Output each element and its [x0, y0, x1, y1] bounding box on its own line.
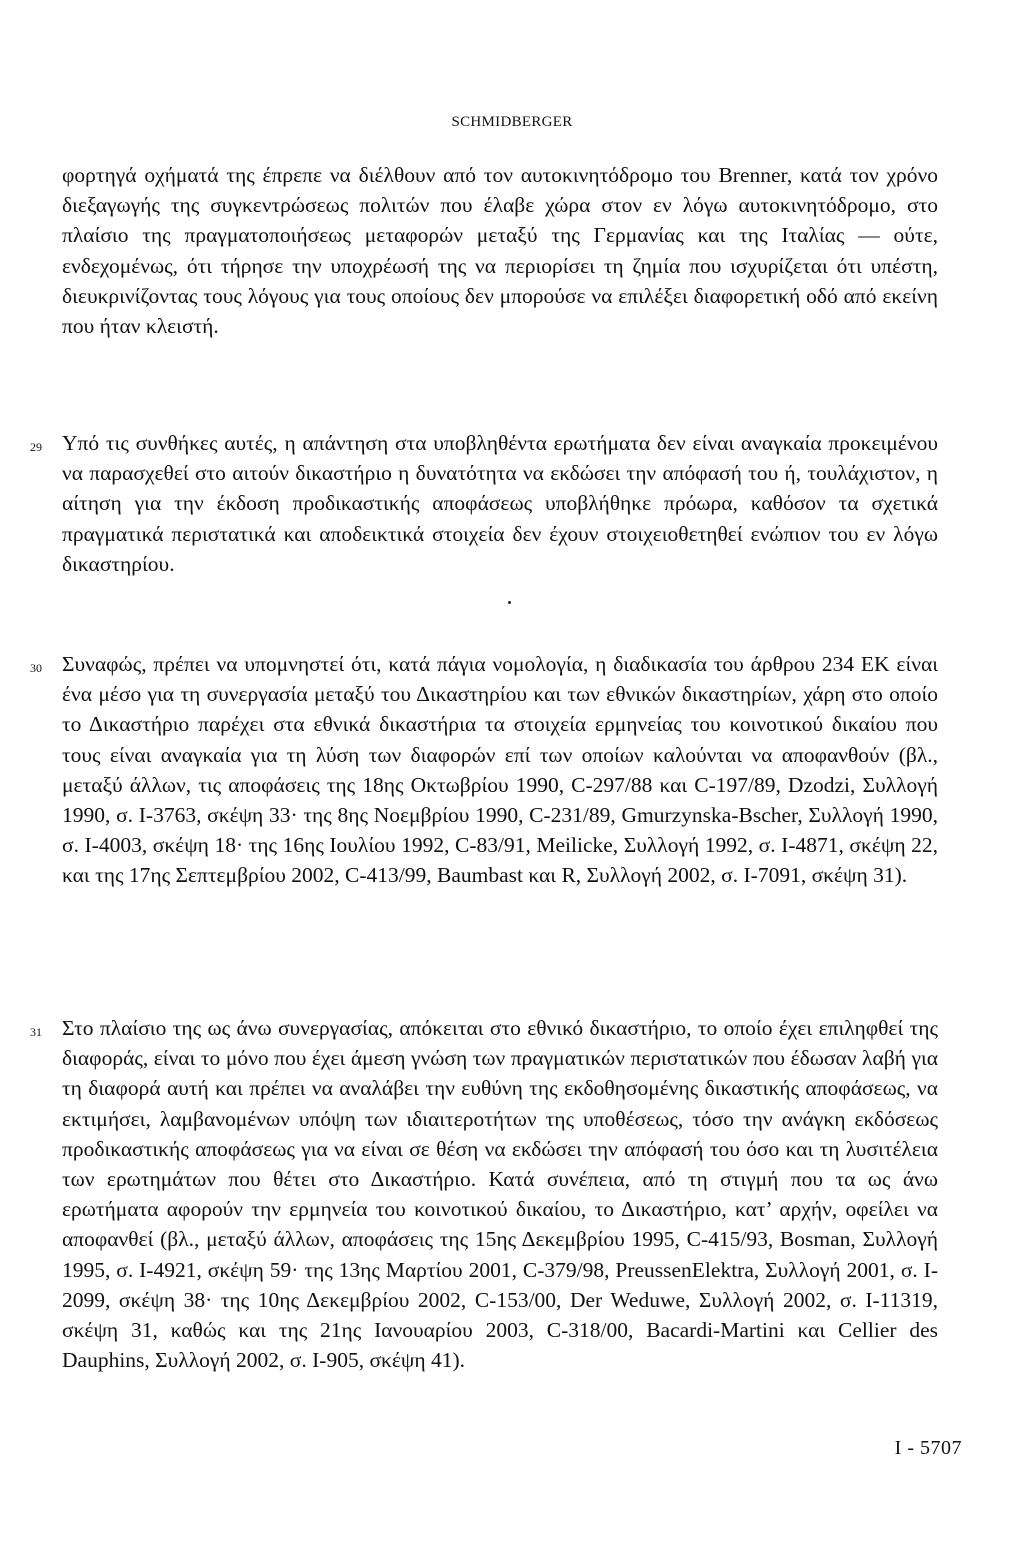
paragraph-30: Συναφώς, πρέπει να υπομνηστεί ότι, κατά πάγια νομολογία, η διαδικασία του άρθρου 234 ΕΚ είναι ένα μέσο για τη συνεργασία μεταξύ του Δικαστηρίου και των εθνικών δικαστηρίων, χάρη στο οποίο το Δικαστήριο παρέχει στα εθνικά δικαστήρια τα στοιχεία ερμηνείας του κοινοτικού δικαίου που τους είναι αναγκαία για τη λύση των διαφορών επί των οποίων καλούνται να αποφανθούν (βλ., μεταξύ άλλων, τις αποφάσεις της 18ης Οκτωβρίου 1990, C-297/88 και C-197/89, Dzodzi, Συλλογή 1990, σ. I-3763, σκέψη 33· της 8ης Νοεμβρίου 1990, C-231/89, Gmurzynska-Bscher, Συλλογή 1990, σ. I-4003, σκέψη 18· της 16ης Ιουλίου 1992, C-83/91, Meilicke, Συλλογή 1992, σ. I-4871, σκέψη 22, και της 17ης Σεπτεμβρίου 2002, C-413/99, Baumbast και R, Συλλογή 2002, σ. I-7091, σκέψη 31).	[62, 652, 938, 888]
paragraph-31: Στο πλαίσιο της ως άνω συνεργασίας, απόκειται στο εθνικό δικαστήριο, το οποίο έχει επιληφθεί της διαφοράς, είναι το μόνο που έχει άμεση γνώση των πραγματικών περιστατικών που έδωσαν λαβή για τη διαφορά αυτή και πρέπει να αναλάβει την ευθύνη της εκδοθησομένης δικαστικής αποφάσεως, να εκτιμήσει, λαμβανομένων υπόψη των ιδιαιτεροτήτων της υποθέσεως, τόσο την ανάγκη εκδόσεως προδικαστικής αποφάσεως για να είναι σε θέση να εκδώσει την απόφασή του όσο και τη λυσιτέλεια των ερωτημάτων που θέτει στο Δικαστήριο. Κατά συνέπεια, από τη στιγμή που τα ως άνω ερωτήματα αφορούν την ερμηνεία του κοινοτικού δικαίου, το Δικαστήριο, κατ’ αρχήν, οφείλει να αποφανθεί (βλ., μεταξύ άλλων, αποφάσεις της 15ης Δεκεμβρίου 1995, C-415/93, Bosman, Συλλογή 1995, σ. I-4921, σκέψη 59· της 13ης Μαρτίου 2001, C-379/98, PreussenElektra, Συλλογή 2001, σ. I-2099, σκέψη 38· της 10ης Δεκεμβρίου 2002, C-153/00, Der Weduwe, Συλλογή 2002, σ. I-11319, σκέψη 31, καθώς και της 21ης Ιανουαρίου 2003, C-318/00, Bacardi-Martini και Cellier des Dauphins, Συλλογή 2002, σ. I-905, σκέψη 41).	[62, 1016, 938, 1373]
stray-mark	[508, 601, 511, 604]
paragraph-number-31: 31	[30, 1025, 42, 1039]
paragraph-number-29: 29	[30, 440, 42, 454]
paragraph-continued: φορτηγά οχήματά της έπρεπε να διέλθουν από τον αυτοκινητόδρομο του Brenner, κατά τον χρόνο διεξαγωγής της συγκεντρώσεως πολιτών που έλαβε χώρα στον εν λόγω αυτοκινητόδρομο, στο πλαίσιο της πραγματοποιήσεως μεταφορών μεταξύ της Γερμανίας και της Ιταλίας — ούτε, ενδεχομένως, ότι τήρησε την υποχρέωσή της να περιορίσει τη ζημία που ισχυρίζεται ότι υπέστη, διευκρινίζοντας τους λόγους για τους οποίους δεν μπορούσε να επιλέξει διαφορετική οδό από εκείνη που ήταν κλειστή.	[62, 163, 938, 339]
running-title: SCHMIDBERGER	[451, 114, 573, 130]
page-number: I - 5707	[894, 1437, 962, 1459]
paragraph-29: Υπό τις συνθήκες αυτές, η απάντηση στα υποβληθέντα ερωτήματα δεν είναι αναγκαία προκειμένου να παρασχεθεί στο αιτούν δικαστήριο η δυνατότητα να εκδώσει την απόφασή του ή, τουλάχιστον, η αίτηση για την έκδοση προδικαστικής αποφάσεως υποβλήθηκε πρόωρα, καθόσον τα σχετικά πραγματικά περιστατικά και αποδεικτικά στοιχεία δεν έχουν στοιχειοθετηθεί ενώπιον του εν λόγω δικαστηρίου.	[62, 431, 938, 576]
paragraph-number-30: 30	[30, 661, 42, 675]
